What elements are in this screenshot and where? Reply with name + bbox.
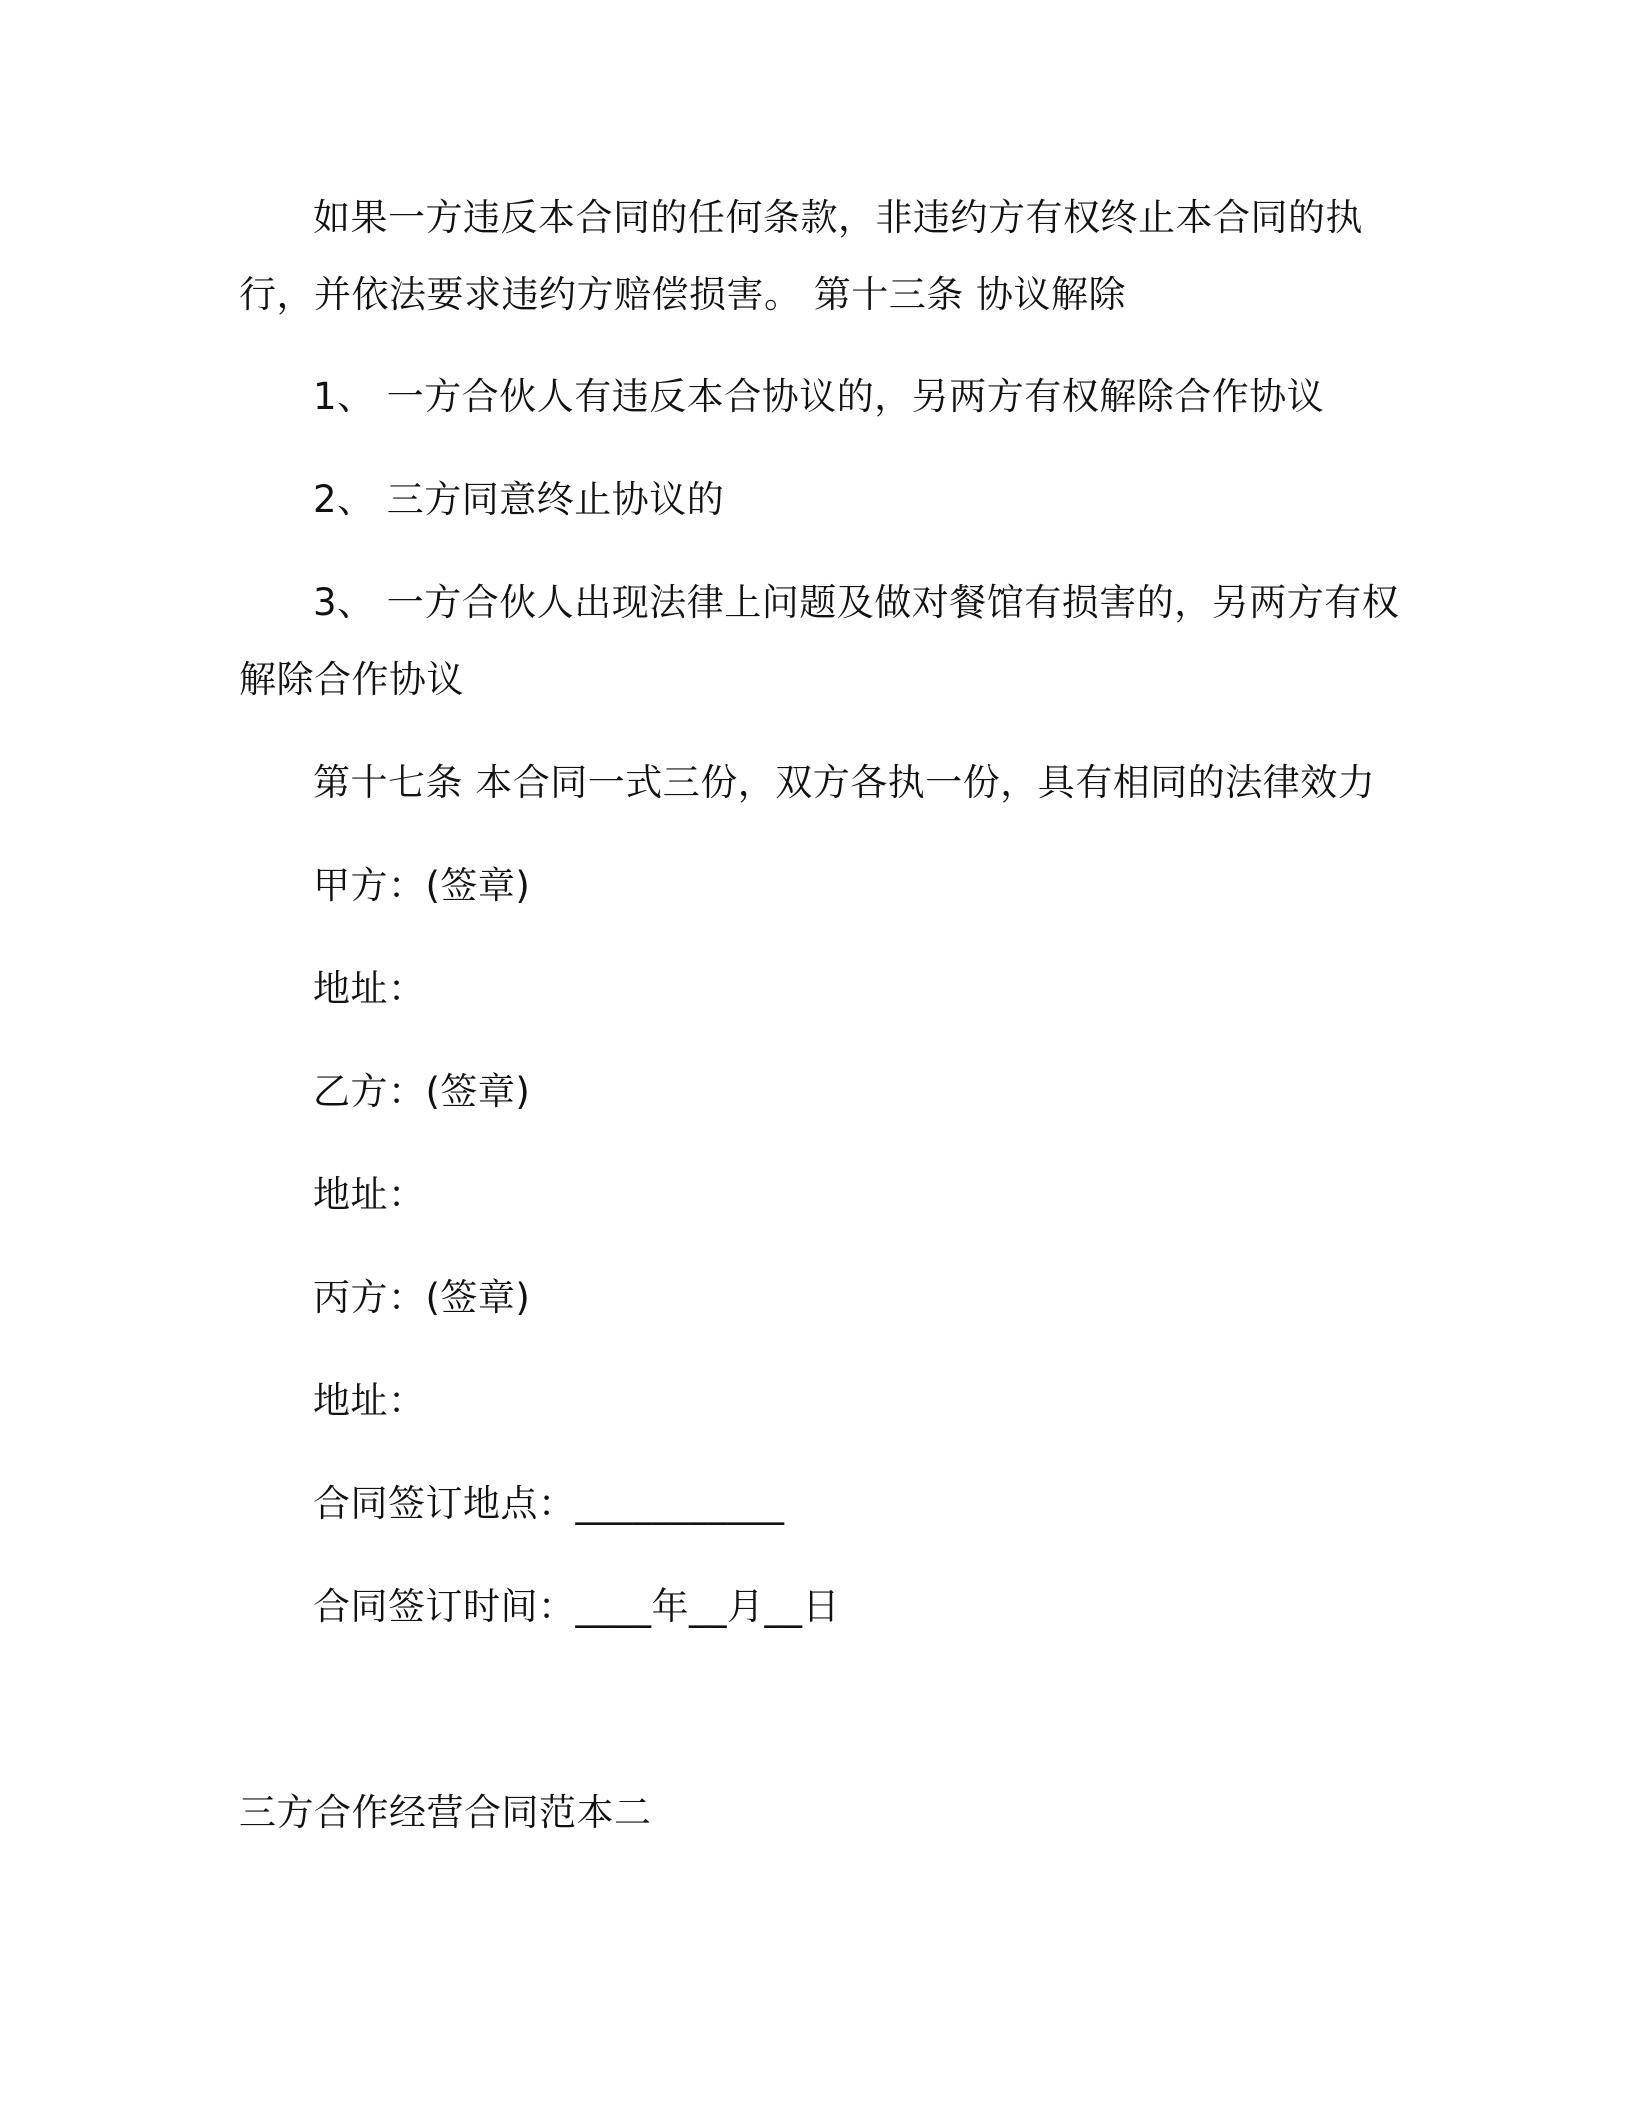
paragraph-breach-line-1: 如果一方违反本合同的任何条款，非违约方有权终止本合同的执 (313, 196, 1363, 239)
party-b-address: 地址： (313, 1173, 426, 1216)
list-item-termination-3-line-2: 解除合作协议 (239, 658, 464, 701)
list-item-termination-1: 1、 一方合伙人有违反本合协议的，另两方有权解除合作协议 (313, 375, 1325, 418)
list-item-termination-3-line-1: 3、 一方合伙人出现法律上问题及做对餐馆有损害的，另两方有权 (313, 581, 1400, 624)
signing-time: 合同签订时间：____年__月__日 (313, 1585, 840, 1628)
party-c-address: 地址： (313, 1379, 426, 1422)
list-item-termination-2: 2、 三方同意终止协议的 (313, 478, 725, 521)
party-b-signature: 乙方：(签章) (313, 1070, 531, 1113)
party-a-address: 地址： (313, 967, 426, 1010)
paragraph-breach-line-2: 行，并依法要求违约方赔偿损害。 第十三条 协议解除 (239, 273, 1127, 316)
party-a-signature: 甲方：(签章) (313, 864, 531, 907)
article-seventeen: 第十七条 本合同一式三份，双方各执一份，具有相同的法律效力 (313, 761, 1376, 804)
party-c-signature: 丙方：(签章) (313, 1276, 531, 1319)
signing-place: 合同签订地点：___________ (313, 1482, 785, 1525)
next-section-title: 三方合作经营合同范本二 (239, 1791, 652, 1834)
